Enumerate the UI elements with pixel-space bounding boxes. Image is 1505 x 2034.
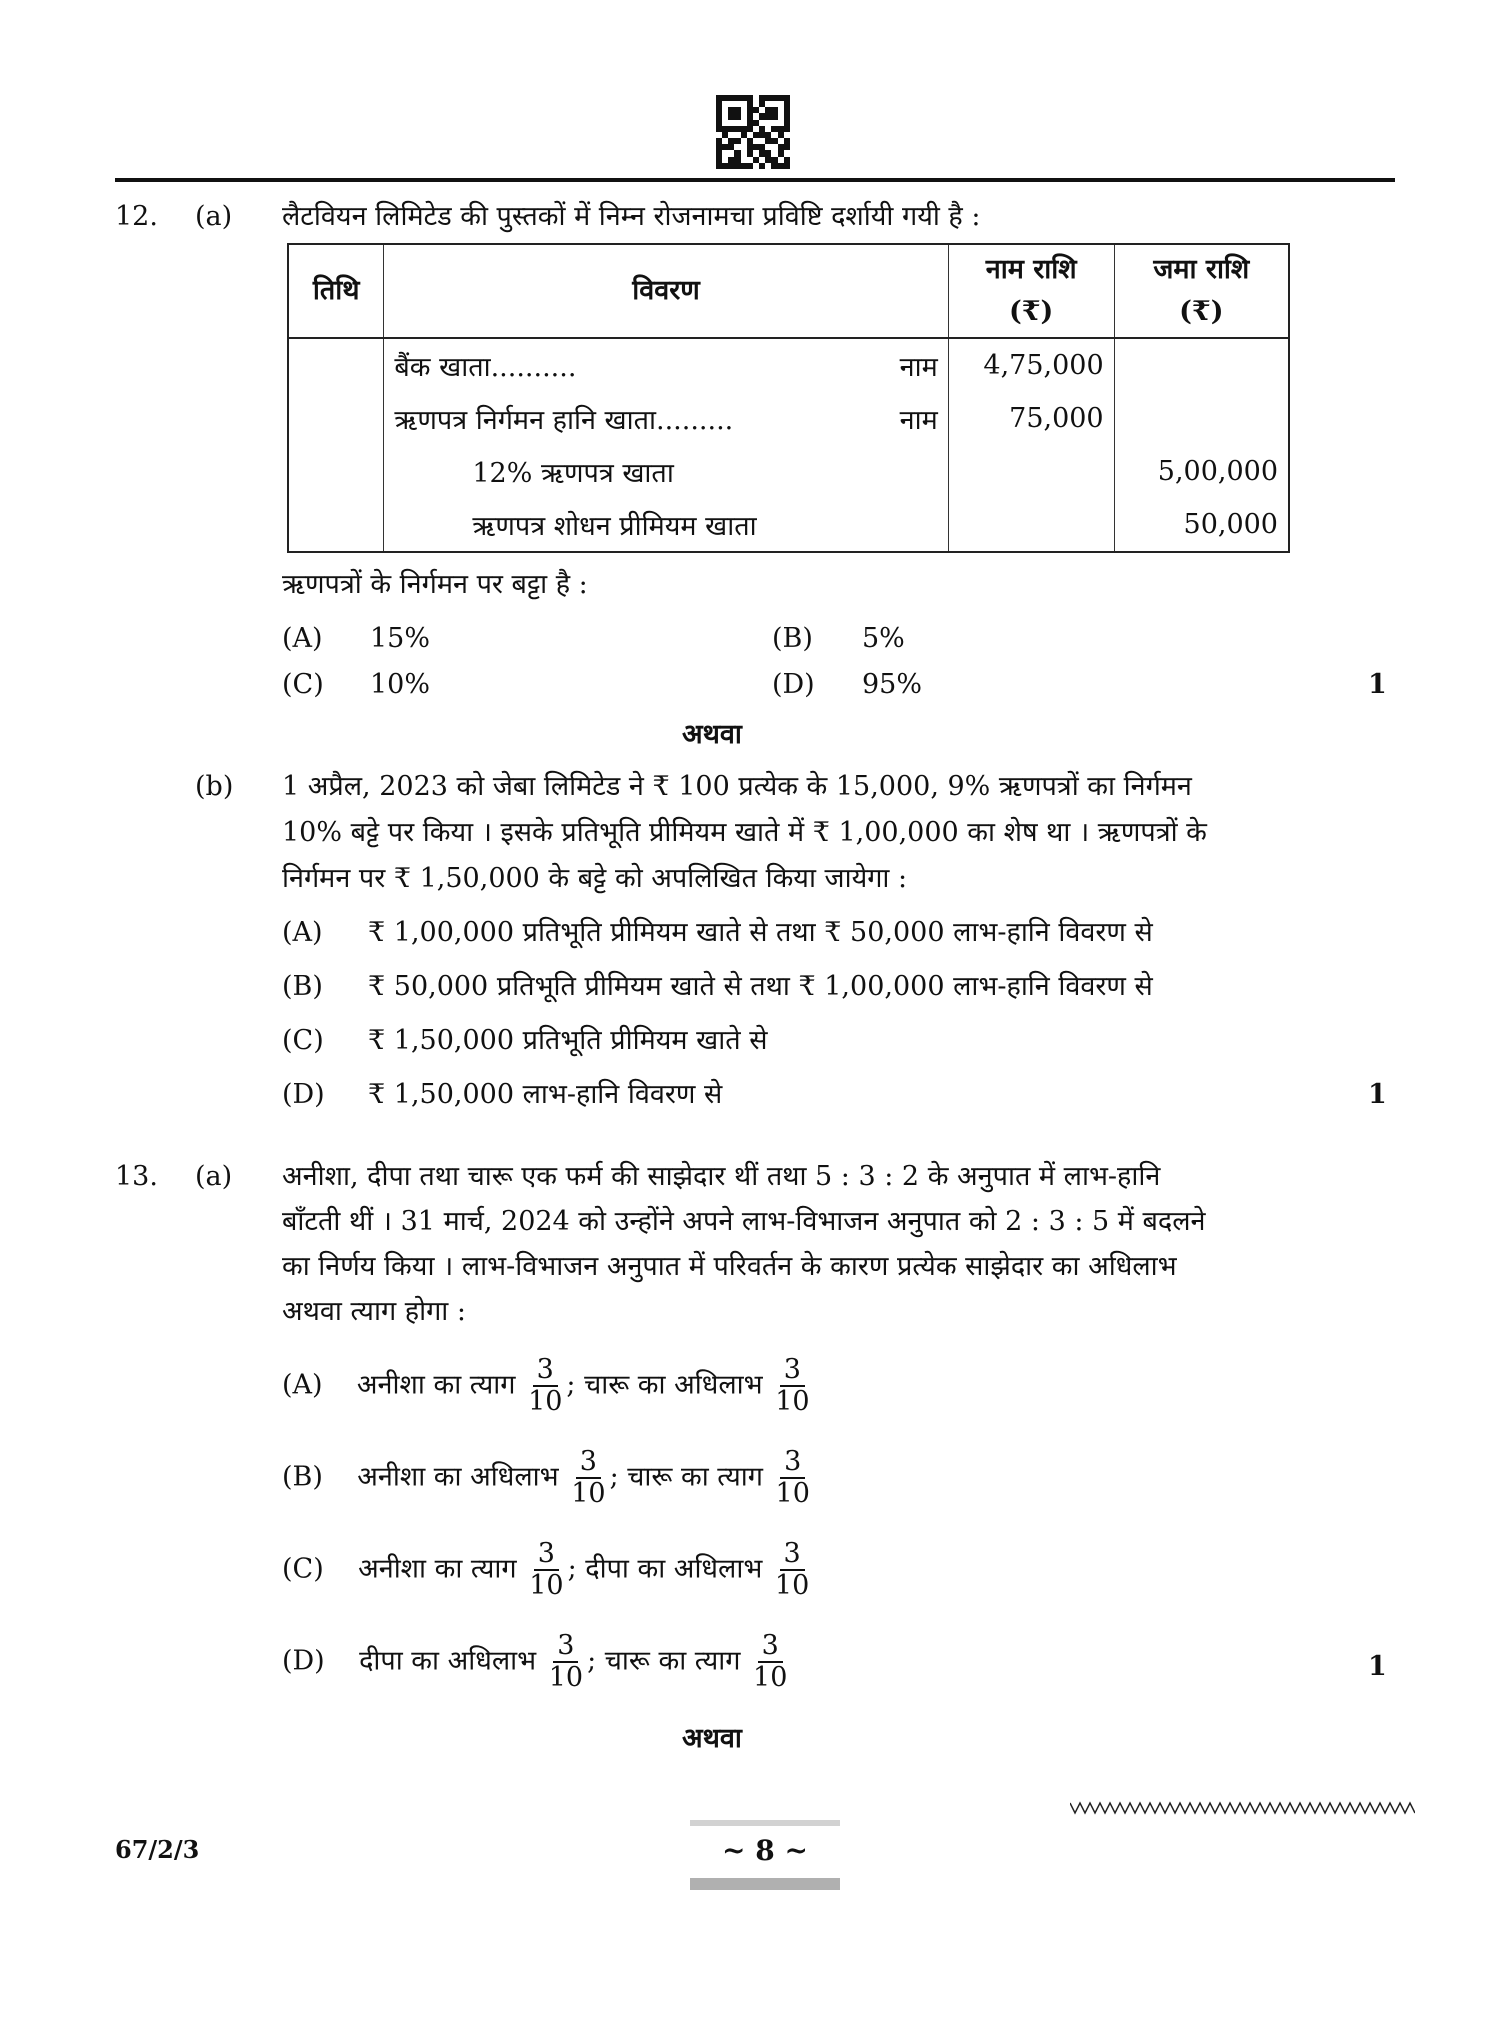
q12b-line-1: 1 अप्रैल, 2023 को जेबा लिमिटेड ने ₹ 100 प्रत्येक के 15,000, 9% ऋणपत्रों का निर्गमन xyxy=(282,771,1192,802)
table-row xyxy=(288,392,1289,445)
table-row xyxy=(288,498,1289,552)
cell-debit xyxy=(948,498,1114,552)
cell-particulars: 12% ऋणपत्र खाता xyxy=(384,445,948,498)
cell-credit: 50,000 xyxy=(1114,498,1289,552)
header-credit: जमा राशि (₹) xyxy=(1114,244,1289,338)
page-number-box xyxy=(690,1820,840,1895)
cell-date xyxy=(288,392,384,445)
qr-code xyxy=(716,95,790,169)
part-label-12b: (b) xyxy=(195,771,234,802)
marks-13a: 1 xyxy=(1368,1651,1387,1682)
fraction: $\frac{3}{10}$ xyxy=(774,1538,810,1601)
cell-debit: 75,000 xyxy=(948,392,1114,445)
or-label: अथवा xyxy=(682,1723,742,1754)
option-b-label: (B) xyxy=(772,623,813,654)
option-a-text: ₹ 1,00,000 प्रतिभूति प्रीमियम खाते से तथा ₹ 50,000 लाभ-हानि विवरण से xyxy=(368,917,1153,948)
option-b-text: ₹ 50,000 प्रतिभूति प्रीमियम खाते से तथा ₹ 1,00,000 लाभ-हानि विवरण से xyxy=(368,971,1153,1002)
wavy-line-decoration xyxy=(1070,1800,1415,1816)
header-rule xyxy=(115,178,1395,182)
option-d-text: ₹ 1,50,000 लाभ-हानि विवरण से xyxy=(368,1079,723,1110)
option-c-label: (C) xyxy=(282,1025,324,1056)
option-c-label: (C) xyxy=(282,669,324,700)
option-b: (B) अनीशा का अधिलाभ $\frac{3}{10}$ ; चारू का त्याग $\frac{3}{10}$ xyxy=(282,1446,810,1509)
header-date: तिथि xyxy=(288,244,384,338)
journal-entry-table xyxy=(287,243,1290,553)
option-d-text: 95% xyxy=(862,669,923,700)
question-number-12: 12. xyxy=(115,201,158,232)
option-a-label: (A) xyxy=(282,623,323,654)
cell-debit: 4,75,000 xyxy=(948,338,1114,392)
fraction: $\frac{3}{10}$ xyxy=(548,1630,584,1693)
fraction: $\frac{3}{10}$ xyxy=(775,1446,810,1509)
fraction: $\frac{3}{10}$ xyxy=(753,1630,788,1693)
option-a-label: (A) xyxy=(282,917,323,948)
option-c: (C) अनीशा का त्याग $\frac{3}{10}$ ; दीपा का अधिलाभ $\frac{3}{10}$ xyxy=(282,1538,810,1601)
table-row xyxy=(288,338,1289,392)
cell-credit xyxy=(1114,338,1289,392)
q13a-line-4: अथवा त्याग होगा : xyxy=(282,1296,466,1327)
marks-12b: 1 xyxy=(1368,1079,1387,1110)
q12a-question: ऋणपत्रों के निर्गमन पर बट्टा है : xyxy=(282,569,588,600)
cell-credit: 5,00,000 xyxy=(1114,445,1289,498)
option-b-label: (B) xyxy=(282,971,323,1002)
option-c-text: 10% xyxy=(370,669,431,700)
fraction: $\frac{3}{10}$ xyxy=(571,1446,606,1509)
fraction: $\frac{3}{10}$ xyxy=(528,1354,563,1417)
option-d-label: (D) xyxy=(282,1079,325,1110)
cell-debit xyxy=(948,445,1114,498)
cell-particulars: बैंक खाता.......... नाम xyxy=(384,338,948,392)
q12b-line-2: 10% बट्टे पर किया । इसके प्रतिभूति प्रीमियम खाते में ₹ 1,00,000 का शेष था । ऋणपत्रों के xyxy=(282,817,1207,848)
part-label-12a: (a) xyxy=(195,201,233,232)
fraction: $\frac{3}{10}$ xyxy=(775,1354,810,1417)
cell-date xyxy=(288,498,384,552)
question-number-13: 13. xyxy=(115,1161,158,1192)
option-c-text: ₹ 1,50,000 प्रतिभूति प्रीमियम खाते से xyxy=(368,1025,768,1056)
q13a-line-2: बाँटती थीं । 31 मार्च, 2024 को उन्होंने अपने लाभ-विभाजन अनुपात को 2 : 3 : 5 में बदलने xyxy=(282,1206,1206,1237)
page-number: ~ 8 ~ xyxy=(722,1834,808,1867)
q13a-line-1: अनीशा, दीपा तथा चारू एक फर्म की साझेदार थीं तथा 5 : 3 : 2 के अनुपात में लाभ-हानि xyxy=(282,1161,1161,1192)
option-d-label: (D) xyxy=(772,669,815,700)
part-label-13a: (a) xyxy=(195,1161,233,1192)
fraction: $\frac{3}{10}$ xyxy=(529,1538,564,1601)
marks-12a: 1 xyxy=(1368,669,1387,700)
table-row xyxy=(288,445,1289,498)
cell-credit xyxy=(1114,392,1289,445)
header-debit: नाम राशि (₹) xyxy=(948,244,1114,338)
q12a-prompt: लैटवियन लिमिटेड की पुस्तकों में निम्न रोजनामचा प्रविष्टि दर्शायी गयी है : xyxy=(282,201,981,232)
cell-date xyxy=(288,338,384,392)
cell-particulars: ऋणपत्र शोधन प्रीमियम खाता xyxy=(384,498,948,552)
option-b-text: 5% xyxy=(862,623,905,654)
header-particulars: विवरण xyxy=(384,244,948,338)
paper-code: 67/2/3 xyxy=(115,1835,200,1864)
cell-date xyxy=(288,445,384,498)
option-d: (D) दीपा का अधिलाभ $\frac{3}{10}$ ; चारू का त्याग $\frac{3}{10}$ xyxy=(282,1630,788,1693)
q13a-line-3: का निर्णय किया । लाभ-विभाजन अनुपात में परिवर्तन के कारण प्रत्येक साझेदार का अधिलाभ xyxy=(282,1251,1177,1282)
option-a: (A) अनीशा का त्याग $\frac{3}{10}$ ; चारू का अधिलाभ $\frac{3}{10}$ xyxy=(282,1354,810,1417)
option-a-text: 15% xyxy=(370,623,431,654)
cell-particulars: ऋणपत्र निर्गमन हानि खाता......... नाम xyxy=(384,392,948,445)
or-label: अथवा xyxy=(682,719,742,750)
q12b-line-3: निर्गमन पर ₹ 1,50,000 के बट्टे को अपलिखित किया जायेगा : xyxy=(282,863,908,894)
